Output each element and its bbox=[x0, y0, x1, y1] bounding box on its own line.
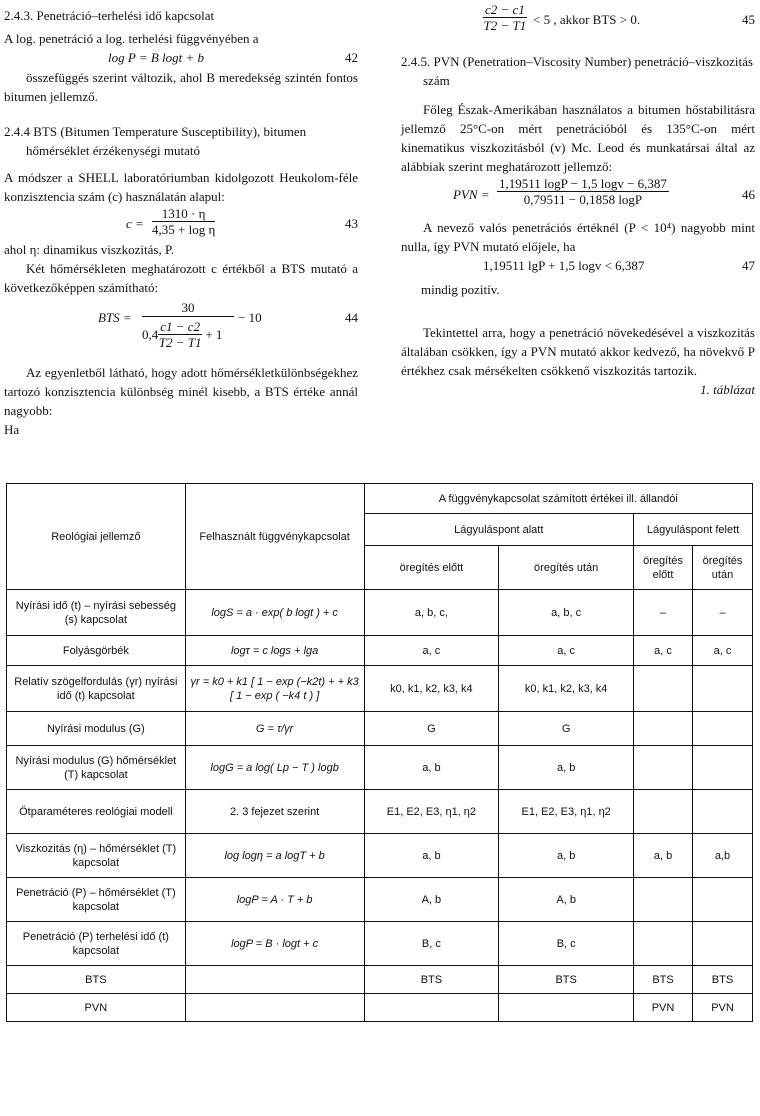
table-cell: B, c bbox=[499, 922, 634, 966]
equation-45 bbox=[401, 2, 755, 36]
equation-43 bbox=[4, 206, 358, 240]
table-cell: BTS bbox=[7, 966, 186, 994]
table-cell: a,b bbox=[693, 834, 753, 878]
fraction-numerator: 1310 · η bbox=[152, 206, 215, 222]
table-cell: BTS bbox=[693, 966, 753, 994]
denominator-factor: 0,4 bbox=[142, 327, 159, 342]
table-cell: BTS bbox=[364, 966, 499, 994]
table-cell bbox=[693, 790, 753, 834]
table-header-values: A függvénykapcsolat számított értékei ill. állandói bbox=[364, 484, 752, 514]
paragraph: A log. penetráció a log. terhelési függvényében a bbox=[4, 31, 259, 46]
table-cell bbox=[364, 994, 499, 1022]
table-cell: a, c bbox=[693, 636, 753, 666]
equation-45-body: < 5 , akkor BTS > 0. bbox=[533, 12, 641, 27]
table-cell: BTS bbox=[499, 966, 634, 994]
equation-42-body: log P = B logt + b bbox=[108, 50, 205, 65]
table-cell bbox=[693, 922, 753, 966]
table-cell: a, b bbox=[634, 834, 693, 878]
paragraph: A módszer a SHELL laboratóriumban kidolgozott Heukolom-féle konzisztencia szám (c) használatán alapul: bbox=[4, 170, 358, 204]
table-caption: 1. táblázat bbox=[700, 382, 755, 397]
inner-numerator: c1 − c2 bbox=[160, 319, 201, 334]
section-heading-2-4-3: 2.4.3. Penetráció–terhelési idő kapcsolat bbox=[4, 8, 215, 23]
table-cell: PVN bbox=[693, 994, 753, 1022]
equation-number: 43 bbox=[345, 216, 358, 231]
equation-43-lhs: c = bbox=[126, 216, 144, 231]
table-cell: logG = a log( Lp − T ) logb bbox=[185, 746, 364, 790]
right-column bbox=[401, 2, 755, 399]
table-row bbox=[7, 712, 753, 746]
data-table bbox=[6, 483, 753, 1022]
table-cell bbox=[634, 922, 693, 966]
inner-fraction bbox=[158, 319, 202, 350]
table-cell: Penetráció (P) – hőmérséklet (T) kapcsolat bbox=[7, 878, 186, 922]
table-row bbox=[7, 790, 753, 834]
equation-47 bbox=[401, 256, 755, 276]
table-cell: PVN bbox=[634, 994, 693, 1022]
section-heading-2-4-4: 2.4.4 BTS (Bitumen Temperature Susceptibility), bitumen hőmérséklet érzékenységi mutató bbox=[4, 124, 307, 158]
paragraph: összefüggés szerint változik, ahol B meredekség szintén fontos bitumen jellemző. bbox=[4, 70, 358, 104]
fraction-numerator: 30 bbox=[142, 299, 234, 317]
table-cell: a, c bbox=[634, 636, 693, 666]
table-cell: a, b bbox=[499, 746, 634, 790]
table-header-function: Felhasznált függvénykapcsolat bbox=[185, 484, 364, 590]
equation-44-lhs: BTS = bbox=[98, 310, 132, 325]
equation-number: 42 bbox=[345, 50, 358, 65]
table-row bbox=[7, 746, 753, 790]
table-cell: Nyírási modulus (G) hőmérséklet (T) kapcsolat bbox=[7, 746, 186, 790]
table-cell: E1, E2, E3, η1, η2 bbox=[364, 790, 499, 834]
table-cell: – bbox=[693, 590, 753, 636]
table-cell: PVN bbox=[7, 994, 186, 1022]
table-cell bbox=[693, 746, 753, 790]
paragraph: Két hőmérsékleten meghatározott c értékből a BTS mutató a következőképpen számítható: bbox=[4, 261, 358, 295]
table-header-after: öregítés után bbox=[499, 546, 634, 590]
table-cell: G bbox=[364, 712, 499, 746]
table-cell bbox=[634, 746, 693, 790]
left-column bbox=[4, 6, 358, 439]
table-row bbox=[7, 994, 753, 1022]
table-cell: a, b, c bbox=[499, 590, 634, 636]
table-cell: k0, k1, k2, k3, k4 bbox=[364, 666, 499, 712]
table-header-below: Lágyuláspont alatt bbox=[364, 514, 634, 546]
equation-44 bbox=[4, 299, 358, 351]
table-cell bbox=[693, 878, 753, 922]
paragraph: A nevező valós penetrációs értéknél (P < 10⁴) nagyobb mint nulla, így PVN mutató előjele, ha bbox=[401, 220, 755, 254]
paragraph: Ha bbox=[4, 422, 20, 437]
table-cell bbox=[634, 712, 693, 746]
equation-44-tail: − 10 bbox=[238, 310, 262, 325]
table-cell: a, c bbox=[499, 636, 634, 666]
table-cell bbox=[634, 666, 693, 712]
table-cell: γr = k0 + k1 [ 1 − exp (−k2t) + + k3 [ 1 − exp ( −k4 t ) ] bbox=[185, 666, 364, 712]
table-cell: a, c bbox=[364, 636, 499, 666]
table-row bbox=[7, 666, 753, 712]
equation-number: 46 bbox=[742, 187, 755, 202]
table-cell bbox=[693, 666, 753, 712]
paragraph: Tekintettel arra, hogy a penetráció növekedésével a viszkozitás általában csökken, így a PVN mutató akkor kedvező, ha növekvő P értékhez csak mérsékelten csökkenő viszkozitás tartozik. bbox=[401, 325, 755, 378]
table-cell: log logη = a logT + b bbox=[185, 834, 364, 878]
fraction-denominator: T2 − T1 bbox=[483, 18, 527, 33]
table-cell: Nyírási idő (t) – nyírási sebesség (s) kapcsolat bbox=[7, 590, 186, 636]
table-cell: G bbox=[499, 712, 634, 746]
table-cell: a, b bbox=[364, 834, 499, 878]
table-cell bbox=[634, 878, 693, 922]
table-cell: A, b bbox=[364, 878, 499, 922]
equation-number: 44 bbox=[345, 310, 358, 325]
table-cell: B, c bbox=[364, 922, 499, 966]
table-header-before: öregítés előtt bbox=[634, 546, 693, 590]
equation-42 bbox=[4, 48, 358, 68]
equation-46 bbox=[401, 176, 755, 212]
table-row bbox=[7, 966, 753, 994]
table-cell: Nyírási modulus (G) bbox=[7, 712, 186, 746]
fraction-denominator: 0,79511 − 0,1858 logP bbox=[523, 192, 643, 207]
table-cell bbox=[693, 712, 753, 746]
table-cell: A, b bbox=[499, 878, 634, 922]
table-row bbox=[7, 922, 753, 966]
equation-46-fraction bbox=[497, 176, 669, 207]
paragraph: mindig pozitív. bbox=[421, 282, 500, 297]
table-cell: a, b bbox=[499, 834, 634, 878]
table-cell: logP = B · logt + c bbox=[185, 922, 364, 966]
equation-43-fraction bbox=[152, 206, 215, 237]
fraction-denominator bbox=[142, 319, 222, 350]
inner-denominator: T2 − T1 bbox=[158, 335, 202, 350]
table-cell: – bbox=[634, 590, 693, 636]
table-cell: Folyásgörbék bbox=[7, 636, 186, 666]
table-cell: BTS bbox=[634, 966, 693, 994]
equation-47-body: 1,19511 lgP + 1,5 logv < 6,387 bbox=[483, 258, 645, 273]
equation-45-fraction bbox=[483, 2, 527, 33]
equation-number: 45 bbox=[742, 12, 755, 27]
table-cell: a, b bbox=[364, 746, 499, 790]
table-row bbox=[7, 590, 753, 636]
table-row bbox=[7, 636, 753, 666]
paragraph: Főleg Észak-Amerikában használatos a bitumen hőstabilitásra jellemző 25°C-on mért penetrációból és 135°C-on mért kinematikus viszkozitásból (v) Mc. Leod és munkatársai által az alábbiak szerint meghatározott jellemző: bbox=[401, 102, 755, 174]
table-cell: 2. 3 fejezet szerint bbox=[185, 790, 364, 834]
table-header-rheology: Reológiai jellemző bbox=[7, 484, 186, 590]
table-cell: Ötparaméteres reológiai modell bbox=[7, 790, 186, 834]
table-cell bbox=[499, 994, 634, 1022]
table-header-before: öregítés előtt bbox=[364, 546, 499, 590]
table-cell: a, b, c, bbox=[364, 590, 499, 636]
table-cell bbox=[185, 966, 364, 994]
equation-number: 47 bbox=[742, 258, 755, 273]
fraction-denominator: 4,35 + log η bbox=[152, 222, 216, 237]
table-cell: logτ = c logs + lga bbox=[185, 636, 364, 666]
table-cell: Viszkozitás (η) – hőmérséklet (T) kapcsolat bbox=[7, 834, 186, 878]
paragraph: Az egyenletből látható, hogy adott hőmérsékletkülönbségekhez tartozó konzisztencia különbség minél kisebb, a BTS értéke annál nagyobb: bbox=[4, 365, 358, 418]
section-heading-2-4-5: 2.4.5. PVN (Penetration–Viscosity Number) penetráció–viszkozitás szám bbox=[401, 54, 753, 88]
table-cell bbox=[634, 790, 693, 834]
table-row bbox=[7, 834, 753, 878]
table-cell bbox=[185, 994, 364, 1022]
table-cell: k0, k1, k2, k3, k4 bbox=[499, 666, 634, 712]
fraction-numerator: 1,19511 logP − 1,5 logv − 6,387 bbox=[499, 176, 667, 191]
table-cell: Relatív szögelfordulás (γr) nyírási idő (t) kapcsolat bbox=[7, 666, 186, 712]
denominator-term: + 1 bbox=[205, 327, 223, 342]
fraction-numerator: c2 − c1 bbox=[485, 2, 525, 17]
paragraph: ahol η: dinamikus viszkozitás, P. bbox=[4, 242, 175, 257]
table-cell: logP = A · T + b bbox=[185, 878, 364, 922]
table-row bbox=[7, 878, 753, 922]
table-header-above: Lágyuláspont felett bbox=[634, 514, 753, 546]
table-cell: logS = a · exp( b logt ) + c bbox=[185, 590, 364, 636]
table-cell: Penetráció (P) terhelési idő (t) kapcsolat bbox=[7, 922, 186, 966]
equation-46-lhs: PVN = bbox=[453, 187, 490, 202]
table-cell: E1, E2, E3, η1, η2 bbox=[499, 790, 634, 834]
table-cell: G = τ/γr bbox=[185, 712, 364, 746]
table-header-after: öregítés után bbox=[693, 546, 753, 590]
